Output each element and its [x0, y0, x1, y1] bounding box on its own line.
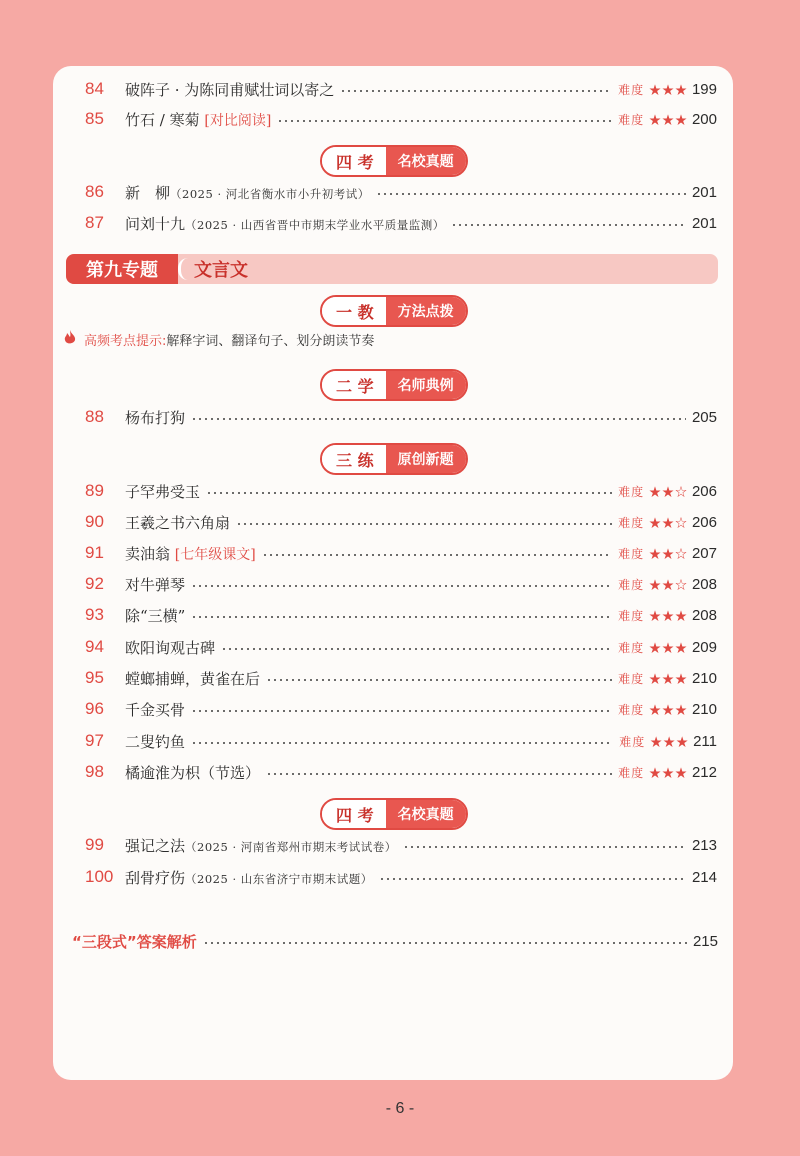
- toc-entry[interactable]: [85, 76, 717, 102]
- leader-dots: [376, 193, 686, 195]
- key-points-hint: [64, 330, 374, 349]
- entry-title: 子罕弗受玉: [125, 482, 201, 501]
- difficulty-rating: 难度 ★★★: [618, 702, 688, 717]
- section-title: 原创新题: [386, 445, 466, 473]
- hint-text: 解释字词、翻译句子、划分朗读节奏: [166, 334, 375, 349]
- entry-number: 96: [85, 699, 104, 718]
- entry-number: 92: [85, 574, 104, 593]
- difficulty-rating: 难度 ★★☆: [618, 484, 688, 499]
- page-number: 211: [693, 732, 717, 750]
- leader-dots: [277, 120, 612, 122]
- page-footer-number: - 6 -: [385, 1100, 415, 1117]
- difficulty-rating: 难度 ★★★: [618, 671, 688, 686]
- entry-number: 93: [85, 605, 104, 624]
- entry-title: 卖油翁 [七年级课文]: [125, 544, 256, 563]
- page-number: 215: [692, 932, 718, 950]
- page-number: 208: [691, 606, 717, 624]
- leader-dots: [340, 90, 612, 92]
- entry-number: 94: [85, 637, 104, 656]
- entry-title: 竹石 / 寒菊 [对比阅读]: [125, 110, 272, 129]
- entry-number: 87: [85, 213, 104, 232]
- hint-label: 高频考点提示:: [84, 334, 167, 349]
- entry-title: 杨布打狗: [125, 408, 186, 427]
- leader-dots: [191, 418, 686, 420]
- toc-entry[interactable]: [85, 509, 717, 535]
- entry-source: （2025 · 河北省衡水市小升初考试）: [170, 186, 370, 201]
- difficulty-rating: 难度 ★★★: [618, 765, 688, 780]
- leader-dots: [191, 616, 612, 618]
- leader-dots: [266, 679, 612, 681]
- section-label: 四 考: [322, 800, 386, 828]
- answer-key-entry[interactable]: [72, 928, 718, 954]
- difficulty-rating: 难度 ★★★: [618, 82, 688, 97]
- leader-dots: [266, 773, 612, 775]
- entry-number: 84: [85, 79, 104, 98]
- leader-dots: [379, 878, 686, 880]
- page-number: 209: [691, 638, 717, 656]
- entry-number: 99: [85, 835, 104, 854]
- entry-title: 强记之法（2025 · 河南省郑州市期末考试试卷）: [125, 836, 397, 855]
- entry-title: 破阵子 · 为陈同甫赋壮词以寄之: [125, 80, 335, 99]
- entry-number: 98: [85, 762, 104, 781]
- entry-number: 90: [85, 512, 104, 531]
- entry-title: 对牛弹琴: [125, 575, 186, 594]
- toc-entry[interactable]: [85, 571, 717, 597]
- entry-number: 91: [85, 543, 104, 562]
- leader-dots: [236, 523, 612, 525]
- page-number: 212: [691, 763, 717, 781]
- toc-entry[interactable]: [85, 478, 717, 504]
- page-number: 214: [691, 868, 717, 886]
- leader-dots: [451, 224, 686, 226]
- difficulty-rating: 难度 ★★★: [618, 608, 688, 623]
- toc-entry[interactable]: [85, 540, 717, 566]
- page-number: 201: [691, 214, 717, 232]
- section-label: 二 学: [322, 371, 386, 399]
- entry-title: 二叟钓鱼: [125, 732, 186, 751]
- entry-number: 95: [85, 668, 104, 687]
- section-label: 一 教: [322, 297, 386, 325]
- toc-entry[interactable]: [85, 404, 717, 430]
- chapter-label: 第九专题: [66, 254, 178, 284]
- entry-source: （2025 · 山西省晋中市期末学业水平质量监测）: [185, 217, 445, 232]
- entry-source: （2025 · 山东省济宁市期末试题）: [185, 871, 373, 886]
- leader-dots: [191, 710, 612, 712]
- difficulty-rating: 难度 ★★★: [618, 640, 688, 655]
- entry-source: （2025 · 河南省郑州市期末考试试卷）: [185, 839, 397, 854]
- toc-entry[interactable]: [85, 106, 717, 132]
- answer-key-label: “三段式”答案解析: [72, 932, 197, 951]
- difficulty-rating: 难度 ★★★: [619, 734, 690, 749]
- section-header-xue: [320, 369, 468, 401]
- toc-entry[interactable]: [85, 602, 717, 628]
- section-header-jiao: [320, 295, 468, 327]
- banner-notch: [178, 258, 191, 280]
- toc-entry[interactable]: [85, 696, 717, 722]
- entry-number: 88: [85, 407, 104, 426]
- section-header-lian: [320, 443, 468, 475]
- page-number: 201: [691, 183, 717, 201]
- leader-dots: [191, 742, 613, 744]
- entry-title: 螳螂捕蝉，黄雀在后: [125, 669, 261, 688]
- leader-dots: [203, 942, 687, 944]
- entry-title: 问刘十九（2025 · 山西省晋中市期末学业水平质量监测）: [125, 214, 445, 233]
- toc-entry[interactable]: [85, 832, 717, 858]
- toc-entry[interactable]: [85, 210, 717, 236]
- toc-entry[interactable]: [85, 665, 717, 691]
- section-title: 名校真题: [386, 800, 466, 828]
- page-number: 205: [691, 408, 717, 426]
- leader-dots: [403, 846, 686, 848]
- entry-title: 千金买骨: [125, 700, 186, 719]
- leader-dots: [221, 648, 612, 650]
- section-header-kao: [320, 798, 468, 830]
- entry-title: 刮骨疗伤（2025 · 山东省济宁市期末试题）: [125, 868, 373, 887]
- entry-number: 86: [85, 182, 104, 201]
- entry-title: 橘逾淮为枳（节选）: [125, 763, 261, 782]
- entry-title: 王羲之书六角扇: [125, 513, 231, 532]
- entry-number: 85: [85, 109, 104, 128]
- entry-title: 新 柳（2025 · 河北省衡水市小升初考试）: [125, 183, 370, 202]
- toc-entry[interactable]: [85, 759, 717, 785]
- difficulty-rating: 难度 ★★☆: [618, 577, 688, 592]
- page-number: 210: [691, 700, 717, 718]
- page-number: 206: [691, 482, 717, 500]
- toc-entry[interactable]: [85, 864, 717, 890]
- entry-number: 89: [85, 481, 104, 500]
- entry-number: 97: [85, 731, 104, 750]
- section-label: 四 考: [322, 147, 386, 175]
- section-title: 名师典例: [386, 371, 466, 399]
- page-number: 200: [691, 110, 717, 128]
- page-number: 208: [691, 575, 717, 593]
- toc-entry[interactable]: [85, 634, 717, 660]
- section-title: 名校真题: [386, 147, 466, 175]
- entry-tag: [对比阅读]: [204, 112, 272, 129]
- section-header-kao: [320, 145, 468, 177]
- difficulty-rating: 难度 ★★★: [618, 112, 688, 127]
- leader-dots: [206, 492, 612, 494]
- leader-dots: [191, 585, 612, 587]
- entry-tag: [七年级课文]: [174, 546, 256, 563]
- leader-dots: [262, 554, 612, 556]
- page-number: 206: [691, 513, 717, 531]
- chapter-title: 文言文: [194, 260, 248, 281]
- section-title: 方法点拨: [386, 297, 466, 325]
- toc-entry[interactable]: [85, 179, 717, 205]
- page-number: 210: [691, 669, 717, 687]
- flame-icon: [64, 330, 76, 349]
- toc-entry[interactable]: [85, 728, 717, 754]
- section-label: 三 练: [322, 445, 386, 473]
- page-number: 213: [691, 836, 717, 854]
- difficulty-rating: 难度 ★★☆: [618, 546, 688, 561]
- entry-title: 欧阳询观古碑: [125, 638, 216, 657]
- entry-number: 100: [85, 867, 114, 886]
- difficulty-rating: 难度 ★★☆: [618, 515, 688, 530]
- entry-title: 除“三横”: [125, 606, 186, 625]
- chapter-banner[interactable]: [66, 254, 718, 284]
- page-number: 207: [691, 544, 717, 562]
- page-number: 199: [691, 80, 717, 98]
